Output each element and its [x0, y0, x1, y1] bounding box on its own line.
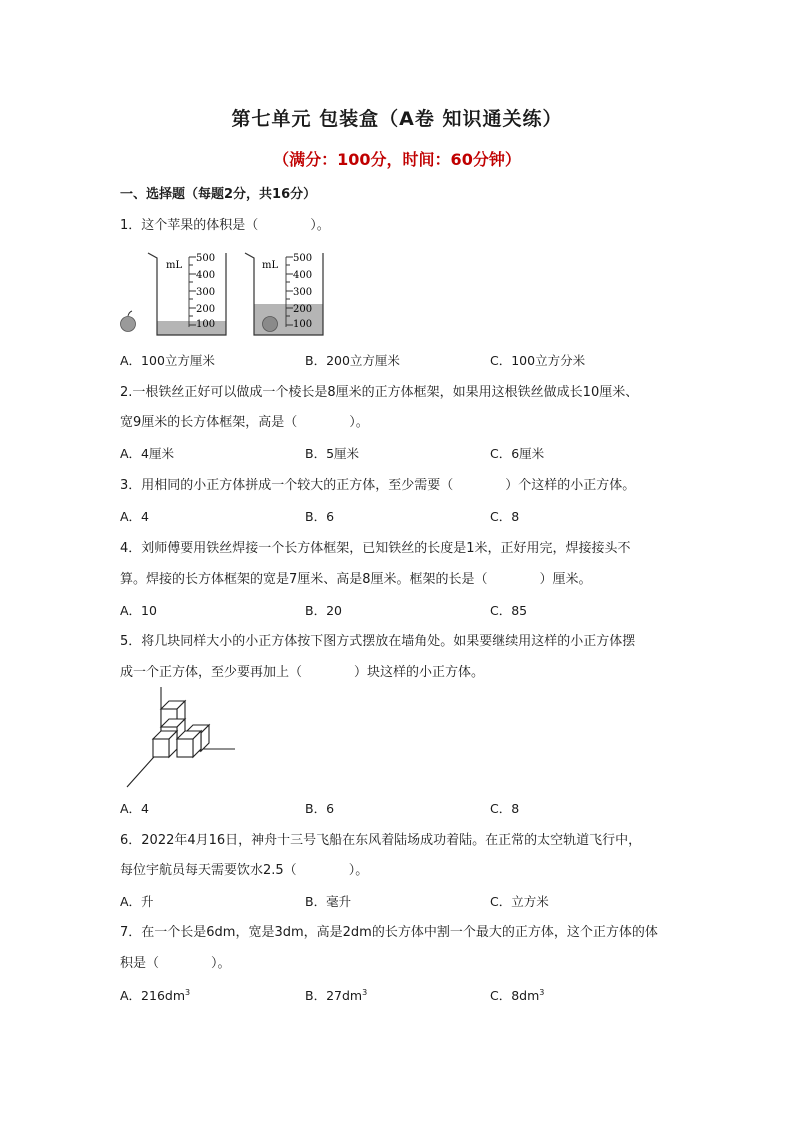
svg-text:300: 300 — [196, 287, 216, 298]
cube — [153, 731, 177, 757]
svg-text:200: 200 — [293, 304, 313, 315]
question-6-line2: 每位宇航员每天需要饮水2.5（ ）。 — [120, 863, 369, 878]
unit-label: mL — [262, 260, 279, 271]
q5-option-b[interactable]: B．6 — [305, 801, 335, 816]
cube — [177, 731, 201, 757]
q4-option-b[interactable]: B．20 — [305, 603, 342, 618]
unit-label: mL — [166, 260, 183, 271]
question-7-line1: 7．在一个长是6dm，宽是3dm，高是2dm的长方体中割一个最大的正方体，这个正方体的体 — [120, 925, 658, 940]
q4-option-a[interactable]: A．10 — [120, 603, 157, 618]
q4-option-c[interactable]: C．85 — [490, 603, 528, 618]
q7-option-a[interactable]: A．$216dm^3$ — [120, 987, 191, 1003]
q5-option-c[interactable]: C．8 — [490, 801, 520, 816]
svg-text:100: 100 — [293, 319, 313, 330]
question-3: 3．用相同的小正方体拼成一个较大的正方体，至少需要（ ）个这样的小正方体。 — [120, 478, 636, 493]
q3-option-a[interactable]: A．4 — [120, 509, 150, 524]
section-heading: 一、选择题（每题2分，共16分） — [120, 187, 317, 202]
q7-option-c[interactable]: C．$8dm^3$ — [490, 987, 545, 1003]
question-4-line1: 4．刘师傅要用铁丝焊接一个长方体框架，已知铁丝的长度是1米，正好用完，焊接接头不 — [120, 541, 631, 556]
svg-text:400: 400 — [196, 270, 216, 281]
svg-text:300: 300 — [293, 287, 313, 298]
q2-option-c[interactable]: C．6厘米 — [490, 446, 545, 461]
question-5-line1: 5．将几块同样大小的小正方体按下图方式摆放在墙角处。如果要继续用这样的小正方体摆 — [120, 634, 636, 649]
q3-option-b[interactable]: B．6 — [305, 509, 335, 524]
q2-option-b[interactable]: B．5厘米 — [305, 446, 360, 461]
page-subtitle: （满分：100分，时间：60分钟） — [273, 150, 521, 169]
q7-option-b[interactable]: B．$27dm^3$ — [305, 987, 368, 1003]
q2-option-a[interactable]: A．4厘米 — [120, 446, 175, 461]
beaker-empty — [148, 253, 226, 335]
question-7-line2: 积是（ ）。 — [120, 956, 231, 971]
q6-option-b[interactable]: B．毫升 — [305, 894, 352, 909]
q1-option-c[interactable]: C．100立方分米 — [490, 353, 586, 368]
question-1: 1．这个苹果的体积是（ ）。 — [120, 218, 330, 233]
svg-text:500: 500 — [196, 253, 216, 264]
question-2-line1: 2.一根铁丝正好可以做成一个棱长是8厘米的正方体框架，如果用这根铁丝做成长10厘米、 — [120, 385, 639, 400]
question-5-line2: 成一个正方体，至少要再加上（ ）块这样的小正方体。 — [120, 665, 485, 680]
page-title: 第七单元 包装盒（A卷 知识通关练） — [231, 108, 563, 130]
beaker-figure — [112, 247, 442, 342]
apple-icon — [121, 311, 136, 332]
q3-option-c[interactable]: C．8 — [490, 509, 520, 524]
svg-text:400: 400 — [293, 270, 313, 281]
svg-text:500: 500 — [293, 253, 313, 264]
q1-option-a[interactable]: A．100立方厘米 — [120, 353, 215, 368]
svg-text:100: 100 — [196, 319, 216, 330]
question-4-line2: 算。焊接的长方体框架的宽是7厘米、高是8厘米。框架的长是（ ）厘米。 — [120, 572, 592, 587]
q5-option-a[interactable]: A．4 — [120, 801, 150, 816]
apple-icon — [263, 317, 278, 332]
q6-option-a[interactable]: A．升 — [120, 894, 154, 909]
question-6-line1: 6．2022年4月16日，神舟十三号飞船在东风着陆场成功着陆。在正常的太空轨道飞行中， — [120, 833, 642, 848]
svg-text:200: 200 — [196, 304, 216, 315]
cubes-corner-figure — [125, 687, 245, 797]
question-2-line2: 宽9厘米的长方体框架，高是（ ）。 — [120, 415, 369, 430]
q1-option-b[interactable]: B．200立方厘米 — [305, 353, 400, 368]
beaker-with-apple — [245, 253, 323, 335]
q6-option-c[interactable]: C．立方米 — [490, 894, 549, 909]
